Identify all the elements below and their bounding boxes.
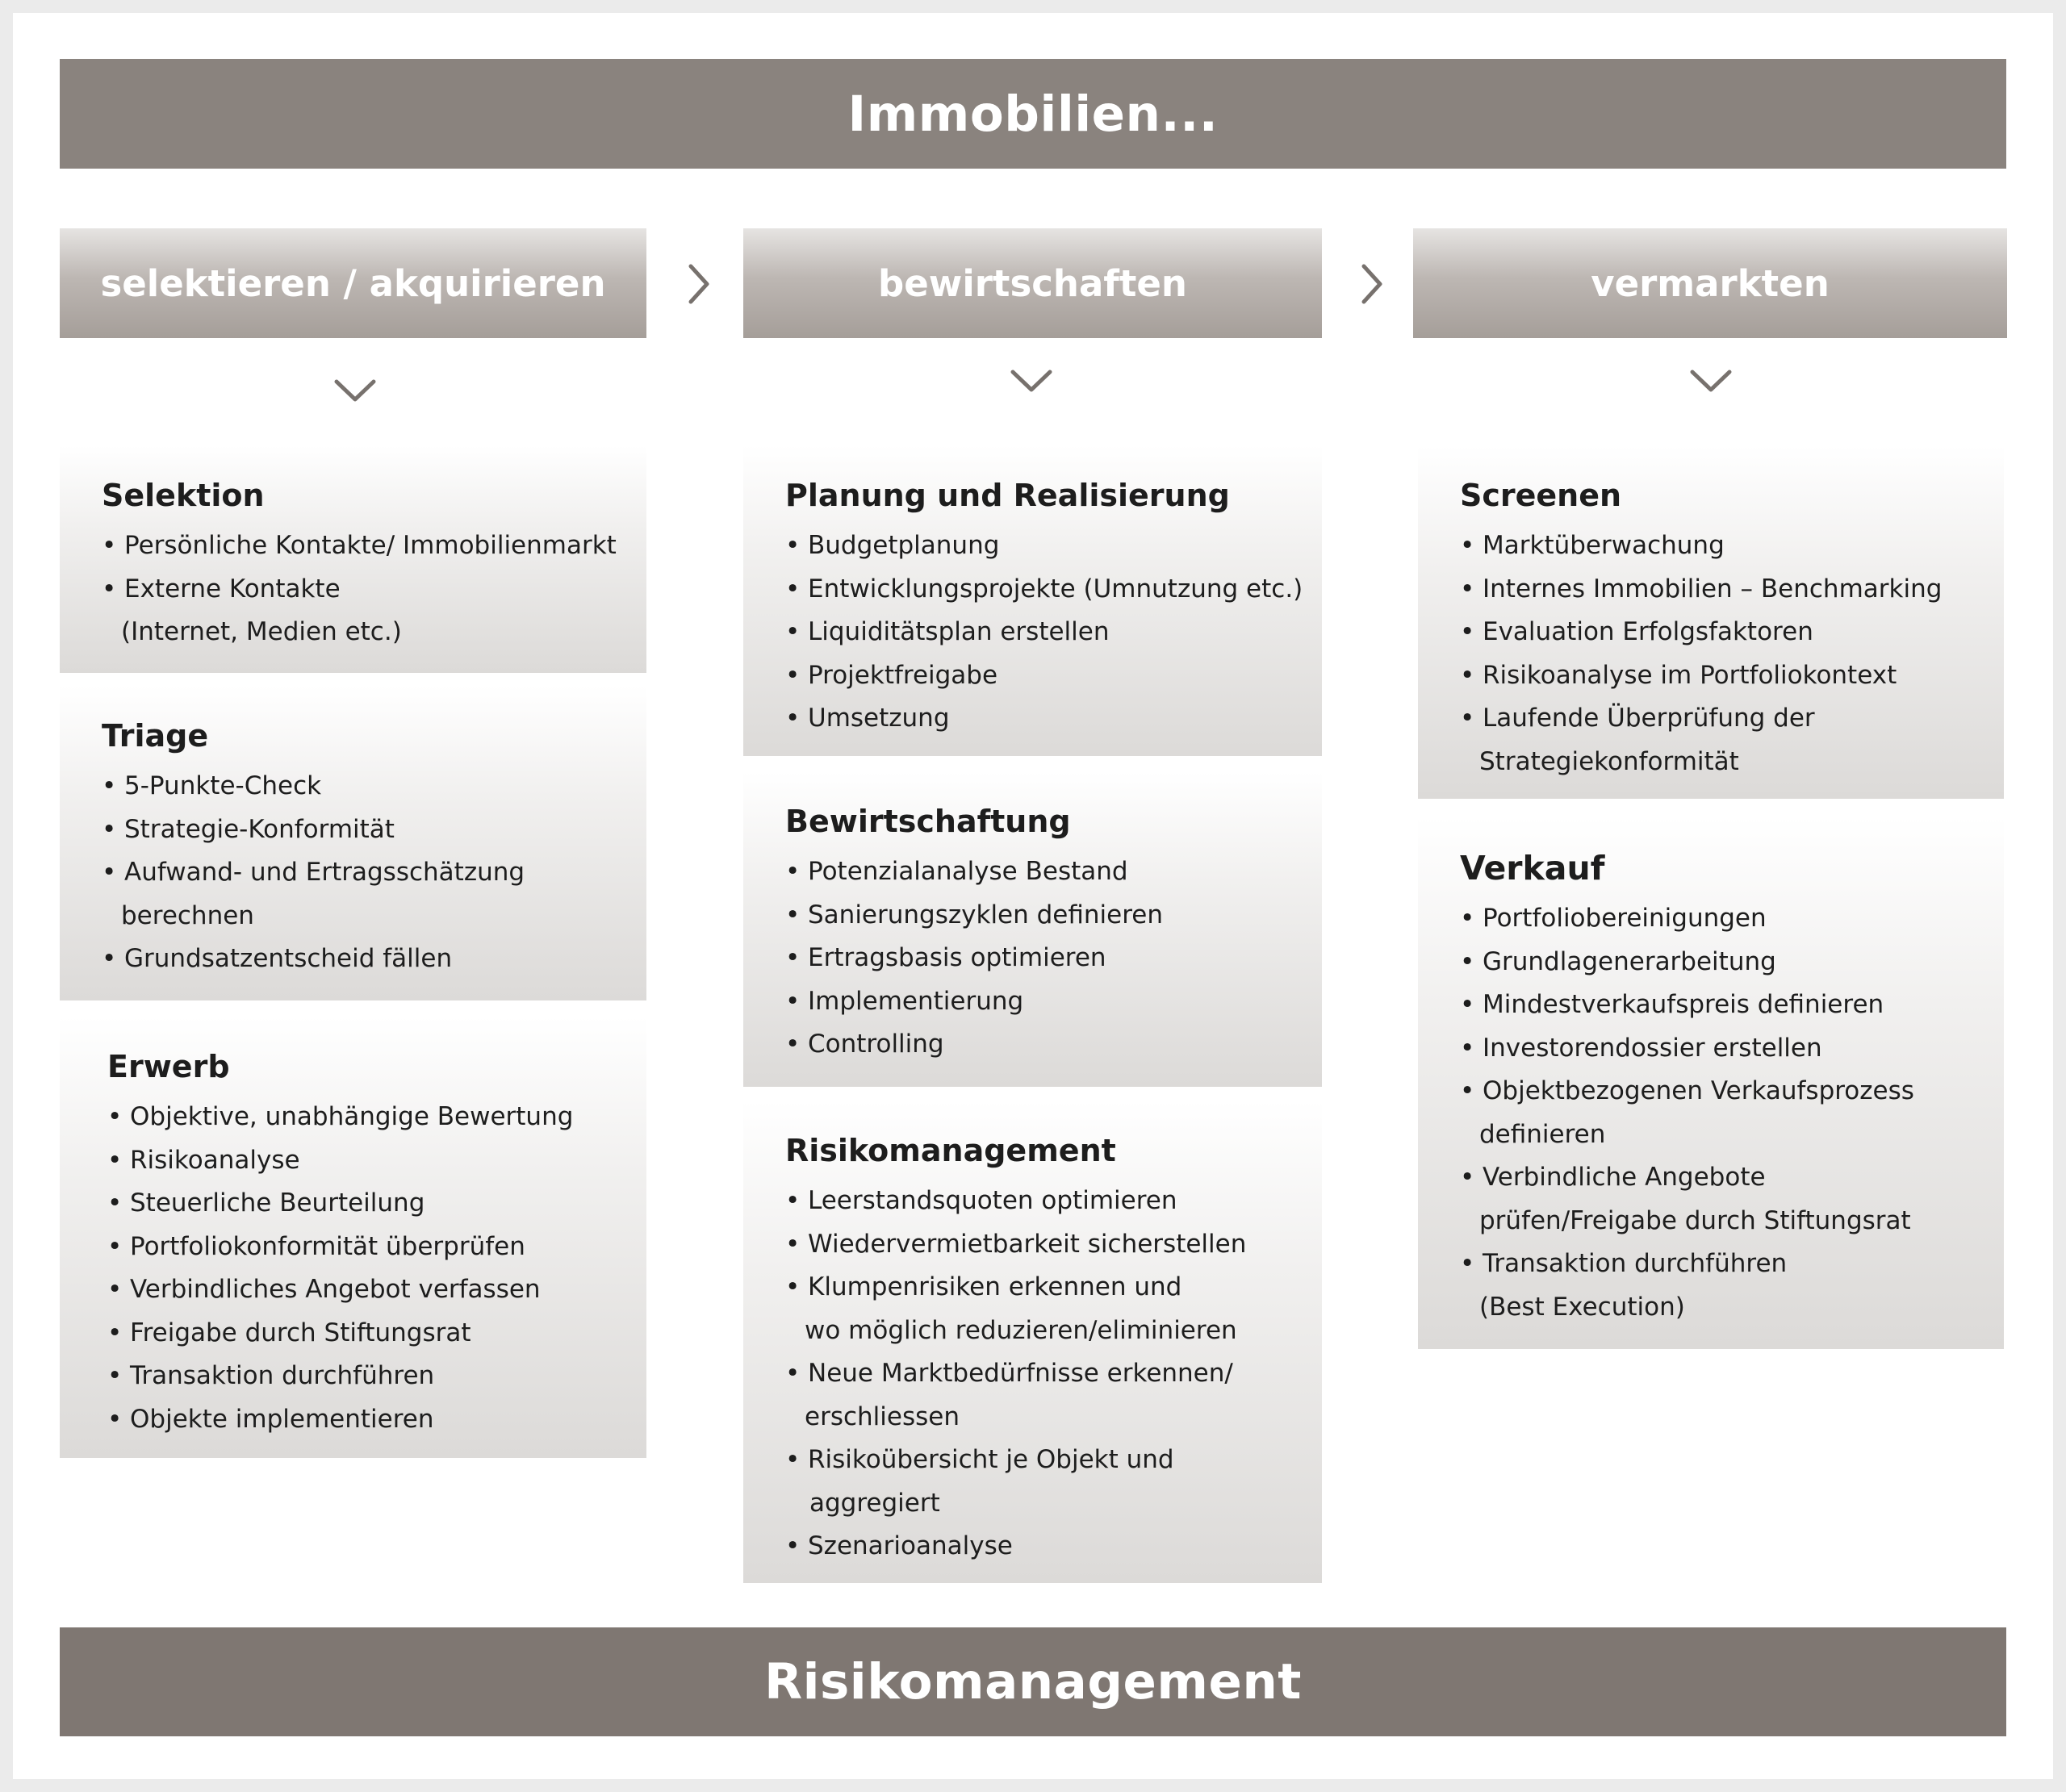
header-banner: Immobilien... [60, 59, 2006, 169]
list-item: • Szenarioanalyse [785, 1525, 1246, 1569]
box-triage [60, 686, 646, 1000]
list-item: • Leerstandsquoten optimieren [785, 1180, 1246, 1223]
box-title: Planung und Realisierung [785, 478, 1230, 513]
list-item: • Portfoliobereinigungen [1460, 897, 1914, 941]
list-item: • Steuerliche Beurteilung [107, 1182, 573, 1226]
chevron-right-icon [1357, 260, 1386, 308]
list-item: Strategiekonformität [1479, 746, 1739, 776]
phase-vermarkten: vermarkten [1413, 228, 2007, 338]
list-item: berechnen [121, 900, 254, 930]
chevron-down-icon [1007, 366, 1056, 395]
list-item: • Investorendossier erstellen [1460, 1027, 1914, 1071]
list-item: • Risikoanalyse [107, 1139, 573, 1183]
footer-banner: Risikomanagement [60, 1627, 2006, 1736]
list-item: definieren [1479, 1119, 1606, 1149]
list-item: • Verbindliches Angebot verfassen [107, 1268, 573, 1312]
list-item: • Ertragsbasis optimieren [785, 937, 1163, 980]
list-item: • Grundsatzentscheid fällen [102, 938, 525, 981]
list-item: • 5-Punkte-Check [102, 765, 525, 808]
list-item: • Implementierung [785, 980, 1163, 1024]
list-item: • Klumpenrisiken erkennen und [785, 1266, 1246, 1310]
list-item: • Risikoanalyse im Portfoliokontext [1460, 654, 1942, 698]
list-item: • Objektbezogenen Verkaufsprozess [1460, 1070, 1914, 1113]
box-title: Triage [102, 718, 209, 754]
list-item: • Objekte implementieren [107, 1398, 573, 1442]
box-bewirtschaftung [743, 771, 1322, 1087]
box-risikomanagement [743, 1101, 1322, 1583]
list-item: • Projektfreigabe [785, 654, 1303, 698]
list-item: • Mindestverkaufspreis definieren [1460, 984, 1914, 1027]
box-title: Bewirtschaftung [785, 804, 1071, 839]
list-item: wo möglich reduzieren/eliminieren [805, 1315, 1237, 1345]
list-item: • Umsetzung [785, 697, 1303, 741]
box-title: Verkauf [1460, 849, 1605, 888]
box-erwerb [60, 1017, 646, 1458]
box-list [102, 524, 617, 654]
phase-bewirtschaften: bewirtschaften [743, 228, 1322, 338]
list-item: prüfen/Freigabe durch Stiftungsrat [1479, 1205, 1911, 1235]
list-item: • Neue Marktbedürfnisse erkennen/ [785, 1352, 1246, 1396]
list-item: • Verbindliche Angebote [1460, 1156, 1914, 1200]
box-list [1460, 524, 1942, 783]
list-item: • Liquiditätsplan erstellen [785, 611, 1303, 654]
box-title: Erwerb [107, 1049, 230, 1084]
list-item: • Strategie-Konformität [102, 808, 525, 852]
list-item: • Controlling [785, 1023, 1163, 1067]
list-item: • Budgetplanung [785, 524, 1303, 568]
list-item: • Sanierungszyklen definieren [785, 894, 1163, 938]
chevron-right-icon [684, 260, 713, 308]
box-title: Screenen [1460, 478, 1622, 513]
list-item: • Evaluation Erfolgsfaktoren [1460, 611, 1942, 654]
list-item: • Externe Kontakte [102, 568, 617, 612]
box-list [1460, 897, 1914, 1329]
list-item: • Laufende Überprüfung der [1460, 697, 1942, 741]
box-verkauf [1418, 817, 2004, 1349]
list-item: (Best Execution) [1479, 1292, 1685, 1322]
list-item: • Freigabe durch Stiftungsrat [107, 1312, 573, 1355]
list-item: • Transaktion durchführen [1460, 1243, 1914, 1286]
chevron-down-icon [1687, 366, 1735, 395]
list-item: • Objektive, unabhängige Bewertung [107, 1096, 573, 1139]
box-selektion [60, 445, 646, 673]
box-list [785, 1180, 1246, 1569]
list-item: • Entwicklungsprojekte (Umnutzung etc.) [785, 568, 1303, 612]
list-item: (Internet, Medien etc.) [121, 617, 402, 646]
box-planung [743, 445, 1322, 756]
list-item: • Portfoliokonformität überprüfen [107, 1226, 573, 1269]
list-item: erschliessen [805, 1401, 960, 1431]
list-item: • Transaktion durchführen [107, 1355, 573, 1398]
box-list [102, 765, 525, 981]
list-item: • Wiedervermietbarkeit sicherstellen [785, 1223, 1246, 1267]
box-screenen [1418, 445, 2004, 799]
list-item: • Aufwand- und Ertragsschätzung [102, 851, 525, 895]
box-title: Selektion [102, 478, 265, 513]
list-item: • Risikoübersicht je Objekt und [785, 1439, 1246, 1482]
list-item: • Persönliche Kontakte/ Immobilienmarkt [102, 524, 617, 568]
list-item: • Internes Immobilien – Benchmarking [1460, 568, 1942, 612]
box-list [785, 850, 1163, 1067]
list-item: • Grundlagenerarbeitung [1460, 941, 1914, 984]
phase-selektieren: selektieren / akquirieren [60, 228, 646, 338]
box-list [107, 1096, 573, 1441]
list-item: • Marktüberwachung [1460, 524, 1942, 568]
box-title: Risikomanagement [785, 1133, 1116, 1168]
list-item: • Potenzialanalyse Bestand [785, 850, 1163, 894]
list-item: aggregiert [809, 1488, 940, 1518]
chevron-down-icon [331, 376, 379, 405]
box-list [785, 524, 1303, 741]
